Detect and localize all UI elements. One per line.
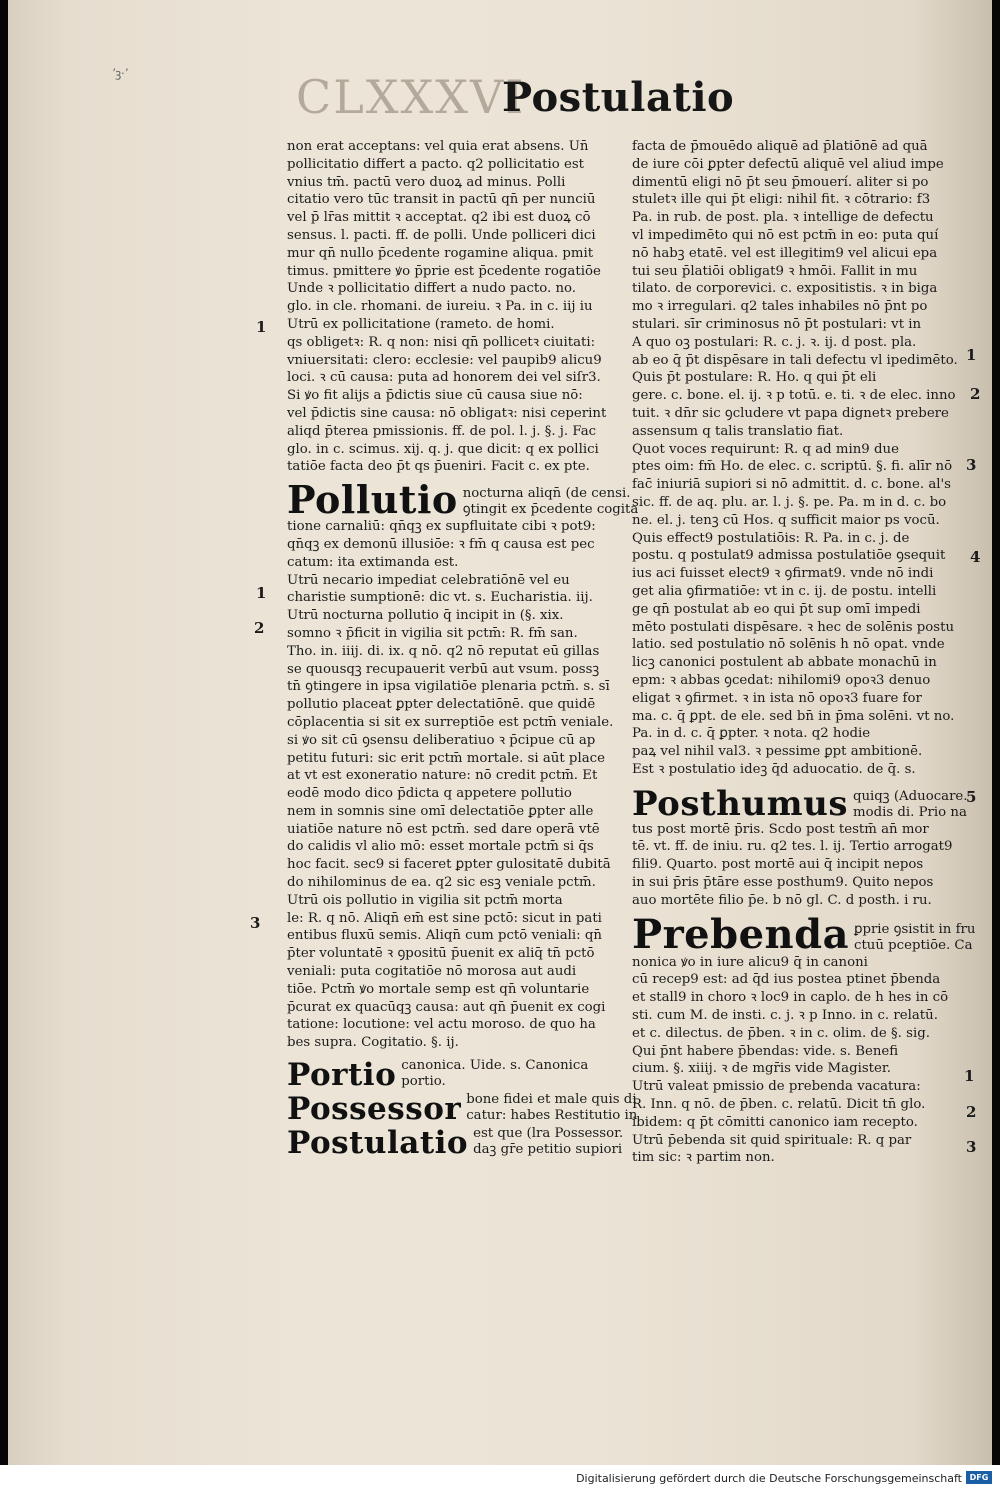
text-line: do calidis vl̄ alio mō: esset mortale pctm̄ si q̄s [287,839,594,855]
heading-text: nocturna aliqn̄ (de censi. [462,486,631,502]
heading-text: catur: habes Restitutio in [466,1108,638,1124]
text-line: tuit. ꝛ dn̄r sic ꝯcludere vt papa dignetꝛ prebere [632,405,949,421]
left-paragraph-block [287,518,643,1052]
left-paragraph-block [287,138,643,476]
text-line: nō habꝫ etatē. vel est illegitim9 vel alicui epa [632,245,938,261]
text-line: ma. c. q̄ ꝑpt. de ele. sed bn̄ in p̄ma solēni. vt no. [632,708,955,724]
text-line: Utrū valeat pmissio de prebenda vacatura: [632,1079,921,1095]
text-line: nem in somnis sine omī delectatiōe ꝑpter alle [287,803,594,819]
margin-number: 3 [250,914,261,932]
right-paragraph-block [632,821,988,910]
text-line: hoc facit. sec9 si faceret ꝑpter gulositatē dubitā [287,857,611,873]
text-line: tim sic: ꝛ partim non. [632,1150,775,1166]
text-line: et stall9 in choro ꝛ loc9 in caplo. de h hes in cō [632,990,949,1006]
text-line: vnius tm̄. pactū vero duoꝝ ad minus. Polli [287,174,566,190]
text-line: pollicitatio differt a pacto. q2 pollicitatio est [287,156,584,172]
text-line: Utrū ex pollicitatione (rameto. de homi. [287,316,555,332]
margin-number: 3 [966,456,977,474]
text-line: fili9. Quarto. post mortē aui q̄ incipit nepos [632,857,924,873]
text-line: tus post mortē p̄ris. Scdo post testm̄ an̄ mor [632,821,929,837]
text-line: latio. sed postulatio nō solēnis h nō opat. vnde [632,637,945,653]
entry-heading-postulatio [287,1124,643,1162]
text-line: auo mortēte filio p̄e. b nō gl. C. d posth. i ru. [632,892,932,908]
text-line: mēto postulati dispēsare. ꝛ hec de solēnis postu [632,619,955,635]
margin-number: 1 [256,584,267,602]
text-line: et c. dilectus. de p̄ben. ꝛ in c. olim. de §. sig. [632,1025,930,1041]
text-line: vl̄ impedimēto qui nō est pctm̄ in eo: puta quí [632,227,939,243]
text-line: de iure cōi ꝑpter defectū aliquē vel aliud impe [632,156,944,172]
text-line: mo ꝛ irregulari. q2 tales inhabiles nō p̄nt po [632,299,928,315]
text-line: stuletꝛ ille qui p̄t eligi: nihil fit. ꝛ cōtrario: f3 [632,192,931,208]
text-line: Pa. in d. c. q̄ ꝑpter. ꝛ nota. q2 hodie [632,726,871,742]
text-line: tn̄ ꝯtingere in ipsa vigilatiōe plenaria pctm̄. s. sī [287,679,610,695]
text-line: somno ꝛ p̄ficit in vigilia sit pctm̄: R. fm̄ san. [287,625,578,641]
text-line: postu. q postulat9 admissa postulatiōe ꝯsequit [632,548,946,564]
text-line: dimentū eligi nō p̄t seu p̄mouerí. aliter si po [632,174,929,190]
text-line: Utrū necario impediat celebratiōnē vel eu [287,572,570,588]
text-line: tui seu p̄latiōi obligat9 ꝛ hmōi. Fallit in mu [632,263,918,279]
text-line: aliqd p̄terea pmissionis. ff. de pol. l. j. §. j. Fac [287,423,597,439]
dfg-logo: DFG [966,1471,992,1484]
heading-text: bone fidei et male quis di [466,1092,637,1108]
text-line: Si ꝟo fit alijs a p̄dictis siue cū causa siue nō: [287,388,583,404]
text-line: cōplacentia si sit ex surreptiōe est pctm̄ veniale. [287,714,614,730]
heading-text: canonica. Uide. s. Canonica [401,1058,589,1074]
text-line: vniuersitati: clero: ecclesie: vel paupib9 alicu9 [287,352,602,368]
funding-credit: Digitalisierung gefördert durch die Deutsche Forschungsgemeinschaft [576,1472,962,1485]
text-line: R. Inn. q nō. de p̄ben. c. relatū. Dicit tn̄ glo. [632,1097,926,1113]
text-line: Quot voces requirunt: R. q ad min9 due [632,441,899,457]
headword: Portio [287,1057,397,1094]
text-line: tilato. de corporevici. c. expositistis. ꝛ in biga [632,281,938,297]
text-line: Quis effect9 postulatiōis: R. Pa. in c. j. de [632,530,910,546]
headword: Prebenda [632,910,849,958]
text-line: citatio vero tūc transit in pactū qn̄ per nunciū [287,192,596,208]
text-line: Unde ꝛ pollicitatio differt a nudo pacto. no. [287,281,577,297]
text-line: ge qn̄ postulat ab eo qui p̄t sup omī impedi [632,601,921,617]
text-line: Utrū ois pollutio in vigilia sit pctm̄ morta [287,892,563,908]
text-line: in sui p̄ris p̄tāre esse posthum9. Quito nepos [632,875,934,891]
text-line: loci. ꝛ cū causa: puta ad honorem dei vel siſr3. [287,370,601,386]
headword: Postulatio [287,1125,469,1162]
heading-text: ctuū pceptiōe. Ca [854,937,973,953]
text-line: epm: ꝛ abbas ꝯcedat: nihilomi9 opoꝛ3 denuo [632,672,931,688]
heading-text: ꝯtingit ex p̄cedente cogita [462,502,639,518]
text-line: cū recep9 est: ad q̄d ius postea ptinet p̄benda [632,972,941,988]
margin-number: 1 [256,318,267,336]
heading-text: ꝑprie ꝯsistit in fru [854,921,976,937]
heading-text: quiqꝫ (Aduocare. [852,788,968,804]
text-line: ptes oim: fm̄ Ho. de elec. c. scriptū. §. fi. alīr nō [632,459,953,475]
text-line: fac̄ iniuriā supiori si nō admittit. d. c. bone. al's [632,477,951,493]
text-line: eligat ꝛ ꝯfirmet. ꝛ in ista nō opoꝛ3 fuare for [632,690,922,706]
text-line: catum: ita extimanda est. [287,554,459,570]
margin-number: 2 [966,1103,977,1121]
text-line: tiōe. Pctm̄ ꝟo mortale semp est qn̄ voluntarie [287,981,590,997]
text-line: petitu futuri: sic erit pctm̄ mortale. si aūt place [287,750,605,766]
text-line: bes supra. Cogitatio. §. ij. [287,1035,459,1051]
text-line: si ꝟo sit cū ꝯsensu deliberatiuo ꝛ p̄cipue cū ap [287,732,596,748]
entry-heading-pollutio [287,477,643,523]
text-line: tione carnaliū: qn̄qꝫ ex supfluitate cibi ꝛ pot9: [287,519,596,535]
margin-number: 2 [970,385,981,403]
text-line: qs obligetꝛ: R. q non: nisi qn̄ pollicetꝛ ciuitati: [287,334,596,350]
text-line: do nihilominus de ea. q2 sic esꝫ veniale pctm̄. [287,875,596,891]
right-paragraph-block [632,138,988,779]
left-text-column [287,138,643,1162]
text-line: sti. cum M. de insti. c. j. ꝛ p Inno. in c. relatū. [632,1008,938,1024]
text-line: mur qn̄ nullo p̄cedente rogamine aliqua. pmit [287,245,594,261]
text-line: Quis p̄t postulare: R. Ho. q qui p̄t eli [632,370,877,386]
text-line: Tho. in. iiij. di. ix. q nō. q2 nō reputat eū gillas [287,643,600,659]
margin-ink-mark: ʼꝫ·ʼ [112,67,129,80]
right-paragraph-block [632,954,988,1168]
text-line: Qui p̄nt habere p̄bendas: vide. s. Benefi [632,1043,899,1059]
text-line: timus. pmittere ꝟo p̄prie est p̄cedente rogatiōe [287,263,601,279]
text-line: pollutio placeat ꝑpter delectatiōnē. que quidē [287,697,596,713]
text-line: ne. el. j. tenꝫ cū Hos. q sufficit maior ps vocū. [632,512,940,528]
text-line: stulari. sīr criminosus nō p̄t postulari: vt in [632,316,922,332]
text-line: p̄curat ex quacūqꝫ causa: aut qn̄ p̄uenit ex cogi [287,999,606,1015]
text-line: nonica ꝟo in iure alicu9 q̄ in canoni [632,954,868,970]
text-line: at vt est exoneratio nature: nō credit pctm̄. Et [287,768,598,784]
entry-heading-portio [287,1056,643,1094]
text-line: paꝝ vel nihil val3. ꝛ pessime ꝑpt ambitionē. [632,744,923,760]
heading-text: daꝫ gr̄e petitio supiori [473,1142,623,1158]
text-line: non erat acceptans: vel quia erat absens. Un̄ [287,139,589,154]
text-line: gere. c. bone. el. ij. ꝛ p totū. e. ti. ꝛ de elec. inno [632,388,956,404]
heading-text: est que (lra Possessor. [473,1126,624,1142]
text-line: Utrū p̄ebenda sit quid spirituale: R. q par [632,1132,912,1148]
margin-number: 1 [966,346,977,364]
headword: Pollutio [287,477,458,523]
text-line: tatiōe facta deo p̄t qs p̄ueniri. Facit c. ex pte. [287,459,590,475]
margin-number: 2 [254,619,265,637]
text-line: A quo oꝫ postulari: R. c. j. ꝛ. ij. d post. pla. [632,334,917,350]
text-line: licꝫ canonici postulent ab abbate monachū in [632,655,937,671]
margin-number: 5 [966,788,977,806]
text-line: qn̄qꝫ ex demonū illusiōe: ꝛ fm̄ q causa est pec [287,536,595,552]
entry-heading-possessor [287,1090,643,1128]
margin-number: 4 [970,548,981,566]
entry-heading-posthumus [632,781,988,824]
text-line: se quousqꝫ recupauerit verbū aut vsum. possꝫ [287,661,600,677]
text-line: vel p̄ lr̄as mittit ꝛ acceptat. q2 ibi est duoꝝ cō [287,210,591,226]
text-line: facta de p̄mouēdo aliquē ad p̄latiōnē ad quā [632,139,928,154]
heading-text: modis di. Prio na [852,804,967,820]
text-line: sic. ff. de aq. plu. ar. l. j. §. pe. Pa. m in d. c. bo [632,494,947,510]
text-line: entibus fluxū semis. Aliqn̄ cum pctō veniali: qn̄ [287,928,602,944]
text-line: ab eo q̄ p̄t dispēsare in tali defectu vl̄ ipedimēto. [632,352,958,368]
margin-number: 1 [964,1067,975,1085]
text-line: uiatiōe nature nō est pctm̄. sed dare operā vtē [287,821,600,837]
text-line: Utrū nocturna pollutio q̄ incipit in (§. xix. [287,608,564,624]
text-line: glo. in c. scimus. xij. q. j. que dicit: q ex pollici [287,441,599,457]
text-line: get alia ꝯfirmatiōe: vt in c. ij. de postu. intelli [632,583,937,599]
text-line: le: R. q nō. Aliqn̄ em̄ est sine pctō: sicut in pati [287,910,602,926]
entry-heading-prebenda [632,910,988,958]
headword: Possessor [287,1091,462,1128]
text-line: eodē modo dico p̄dicta q appetere pollutio [287,786,572,802]
text-line: glo. in cle. rhomani. de iureiu. ꝛ Pa. in c. iij iu [287,299,593,315]
margin-number: 3 [966,1138,977,1156]
text-line: ibidem: q p̄t cōmitti canonico iam recepto. [632,1114,918,1130]
right-text-column [632,138,988,1167]
text-line: charistie sumptionē: dic vt. s. Eucharistia. iij. [287,590,593,606]
running-head: Postulatio [502,74,735,121]
text-line: sensus. l. pacti. ff. de polli. Unde polliceri dici [287,227,596,243]
headword: Posthumus [632,783,848,824]
text-line: p̄ter voluntatē ꝛ ꝯpositū p̄uenit ex aliq̄ tn̄ pctō [287,946,595,962]
text-line: Pa. in rub. de post. pla. ꝛ intellige de defectu [632,210,934,226]
text-line: vel p̄dictis sine causa: nō obligatꝛ: nisi ceperint [287,405,607,421]
text-line: ius aci fuisset elect9 ꝛ ꝯfirmat9. vnde nō indi [632,566,934,582]
book-page [8,0,992,1465]
heading-text: portio. [401,1074,446,1090]
text-line: cium. §. xiiij. ꝛ de mgr̄is vide Magister. [632,1061,892,1077]
text-line: tatione: locutione: vel actu moroso. de quo ha [287,1017,596,1033]
footer-bar [0,1465,1000,1492]
text-line: assensum q talis translatio fiat. [632,423,844,439]
text-line: Est ꝛ postulatio ideꝫ q̄d aduocatio. de q̄. s. [632,761,916,777]
show-through-folio: CLXXXVI [296,70,526,124]
text-line: tē. vt. ff. de iniu. ru. q2 tes. l. ij. Tertio arrogat9 [632,839,953,855]
text-line: veniali: puta cogitatiōe nō morosa aut audi [287,964,577,980]
